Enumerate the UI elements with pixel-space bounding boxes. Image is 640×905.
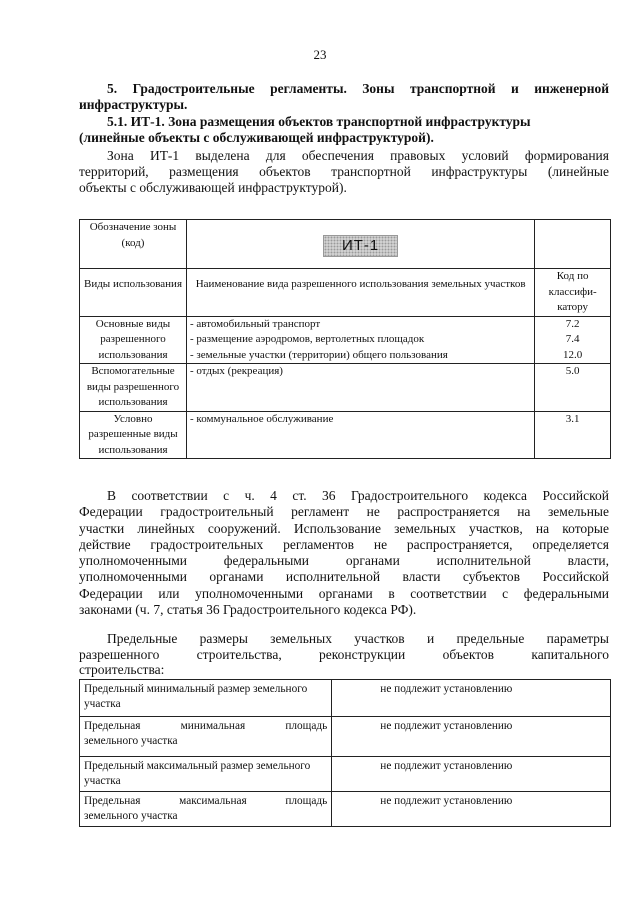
table-row (80, 411, 611, 459)
zone-code-cell (187, 220, 535, 269)
legal-line: уполномоченными федеральными органами исполнительной власти, (79, 553, 609, 569)
col-header-code: Код по классифи-катору (535, 269, 611, 317)
legal-line: уполномоченными органами исполнительной власти субъектов Российской (79, 569, 609, 585)
intro-line1: Зона ИТ-1 выделена для обеспечения правовых условий формирования (107, 148, 609, 163)
uses-cell (187, 316, 535, 364)
param-value-cell: не подлежит установлению (332, 680, 611, 717)
uses-cell (187, 364, 535, 412)
classifier-code: 7.2 (565, 317, 580, 330)
classifier-code: 12.0 (563, 348, 583, 361)
col-header-name: Наименование вида разрешенного использования земельных участков (187, 269, 535, 317)
param-label-line: Предельная максимальная площадь (84, 795, 328, 807)
param-label-cell (80, 757, 332, 792)
param-label-line: земельного участка (84, 735, 178, 747)
table-row (80, 364, 611, 412)
uses-cell (187, 411, 535, 459)
subsection-title (79, 114, 609, 146)
section-title-line1: 5. Градостроительные регламенты. Зоны транспортной и инженерной (107, 81, 609, 96)
table-row (80, 316, 611, 364)
category-cell: Условно разрешенные виды использования (80, 411, 187, 459)
category-cell: Вспомогательные виды разрешенного использования (80, 364, 187, 412)
param-value-cell: не подлежит установлению (332, 757, 611, 792)
table-row (80, 680, 611, 717)
zone-empty-cell (535, 220, 611, 269)
param-label-cell (80, 717, 332, 757)
category-cell: Основные виды разрешенного использования (80, 316, 187, 364)
use-item: - коммунальное обслуживание (190, 412, 334, 425)
use-item: - размещение аэродромов, вертолетных площадок (190, 333, 425, 345)
table-row (80, 717, 611, 757)
classifier-code: 5.0 (565, 365, 580, 377)
legal-line: Федерации градостроительный регламент не распространяется на земельные (79, 504, 609, 520)
param-label-line: земельного участка (84, 810, 178, 822)
intro-line2: территорий, размещения объектов транспортной инфраструктуры (линейные (79, 164, 609, 180)
param-label-line: Предельный максимальный размер земельного (84, 760, 311, 772)
intro-paragraph (79, 148, 609, 197)
subsection-title-line1: 5.1. ИТ-1. Зона размещения объектов транспортной инфраструктуры (107, 114, 531, 129)
param-label-line: участка (84, 775, 121, 787)
param-label-line: участка (84, 698, 121, 710)
legal-line: В соответствии с ч. 4 ст. 36 Градостроительного кодекса Российской (107, 488, 609, 503)
limits-line: Предельные размеры земельных участков и предельные параметры (107, 631, 609, 646)
section-title (79, 81, 609, 113)
param-label-line: Предельная минимальная площадь (84, 720, 328, 732)
use-item: - автомобильный транспорт (190, 317, 321, 330)
parameters-table (79, 679, 611, 827)
limits-line: разрешенного строительства, реконструкции объектов капитального (79, 646, 609, 662)
zone-code-badge: ИТ-1 (323, 235, 398, 257)
codes-cell (535, 316, 611, 364)
codes-cell (535, 364, 611, 412)
param-value-cell: не подлежит установлению (332, 717, 611, 757)
use-item: - отдых (рекреация) (190, 365, 283, 377)
legal-line: участки линейных сооружений. Использование земельных участков, на которые (79, 520, 609, 536)
col-header-uses: Виды использования (80, 269, 187, 317)
subsection-title-line2: (линейные объекты с обслуживающей инфраструктурой). (79, 130, 434, 145)
param-label-cell (80, 792, 332, 827)
column-header-row (80, 269, 611, 317)
zone-label-cell: Обозначение зоны (код) (80, 220, 187, 269)
legal-line: действие градостроительных регламентов не распространяется, определяется (79, 536, 609, 552)
table-row (80, 792, 611, 827)
intro-line3: объекты с обслуживающей инфраструктурой). (79, 180, 347, 196)
limits-intro-paragraph (79, 631, 609, 678)
legal-line: законами (ч. 7, статья 36 Градостроительного кодекса РФ). (79, 602, 417, 618)
classifier-code: 3.1 (565, 412, 580, 425)
param-label-cell (80, 680, 332, 717)
limits-line: строительства: (79, 662, 165, 677)
classifier-code: 7.4 (565, 333, 580, 345)
zone-header-row (80, 220, 611, 269)
legal-line: Федерации или уполномоченными органами в соответствии с федеральными (79, 585, 609, 601)
use-item: - земельные участки (территории) общего пользования (190, 348, 448, 361)
table-row (80, 757, 611, 792)
page-number: 23 (313, 47, 327, 62)
param-value-cell: не подлежит установлению (332, 792, 611, 827)
codes-cell (535, 411, 611, 459)
section-title-line2: инфраструктуры. (79, 97, 188, 112)
legal-paragraph (79, 488, 609, 618)
zone-use-table (79, 219, 611, 459)
param-label-line: Предельный минимальный размер земельного (84, 683, 308, 695)
